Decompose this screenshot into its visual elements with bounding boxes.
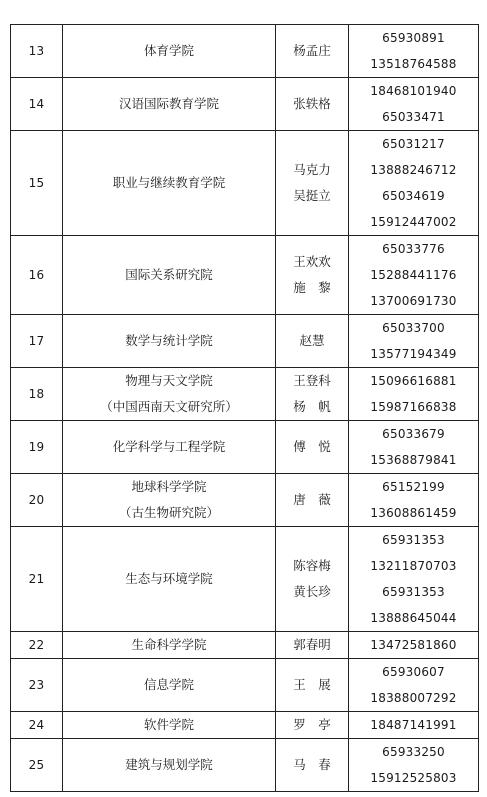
college-name: 体育学院: [143, 43, 194, 58]
row-number: 23: [28, 678, 45, 692]
college-name-cell: [63, 474, 276, 527]
phone-number: 15987166838: [370, 400, 457, 414]
table-row: [11, 474, 479, 527]
row-number-cell: [11, 527, 63, 632]
table-body: [11, 25, 479, 792]
contact-person: 张轶格: [293, 96, 331, 111]
contact-person: 杨 帆: [293, 399, 331, 414]
college-name-cell: [63, 527, 276, 632]
row-number: 16: [28, 268, 45, 282]
contact-table: [10, 24, 479, 792]
row-number: 20: [28, 493, 45, 507]
phone-number: 13518764588: [370, 57, 457, 71]
phone-number-cell: [349, 527, 479, 632]
row-number: 13: [28, 44, 45, 58]
row-number-cell: [11, 632, 63, 659]
contact-person: 王登科: [293, 373, 331, 388]
phone-number: 15096616881: [370, 374, 457, 388]
phone-number: 65033776: [382, 242, 445, 256]
college-name-cell: [63, 712, 276, 739]
college-name-cell: [63, 315, 276, 368]
phone-number: 13472581860: [370, 638, 457, 652]
phone-number: 13211870703: [370, 559, 457, 573]
phone-number: 65931353: [382, 533, 445, 547]
phone-number-cell: [349, 368, 479, 421]
contact-person-cell: [276, 421, 349, 474]
college-name: （古生物研究院）: [118, 505, 219, 520]
college-name: 数学与统计学院: [125, 333, 213, 348]
phone-number: 65033700: [382, 321, 445, 335]
contact-person: 王欢欢: [293, 254, 331, 269]
college-name: 化学科学与工程学院: [112, 439, 226, 454]
row-number: 24: [28, 718, 45, 732]
row-number: 21: [28, 572, 45, 586]
phone-number-cell: [349, 421, 479, 474]
row-number-cell: [11, 78, 63, 131]
contact-person-cell: [276, 739, 349, 792]
contact-person: 马克力: [293, 162, 331, 177]
contact-person: 施 黎: [293, 280, 331, 295]
phone-number-cell: [349, 78, 479, 131]
phone-number-cell: [349, 25, 479, 78]
row-number: 15: [28, 176, 45, 190]
contact-person-cell: [276, 315, 349, 368]
phone-number: 65152199: [382, 480, 445, 494]
phone-number-cell: [349, 474, 479, 527]
row-number-cell: [11, 131, 63, 236]
table-row: [11, 131, 479, 236]
row-number: 19: [28, 440, 45, 454]
contact-person-cell: [276, 368, 349, 421]
college-name: （中国西南天文研究所）: [100, 399, 238, 414]
phone-number: 13700691730: [370, 294, 457, 308]
contact-person: 郭春明: [293, 637, 331, 652]
row-number-cell: [11, 315, 63, 368]
contact-person: 赵慧: [299, 333, 325, 348]
row-number-cell: [11, 25, 63, 78]
contact-person: 马 春: [293, 757, 331, 772]
college-name: 建筑与规划学院: [125, 757, 213, 772]
contact-person-cell: [276, 527, 349, 632]
contact-person: 黄长珍: [293, 584, 331, 599]
table-row: [11, 527, 479, 632]
contact-person-cell: [276, 78, 349, 131]
phone-number: 18468101940: [370, 84, 457, 98]
phone-number: 65031217: [382, 137, 445, 151]
phone-number: 65033679: [382, 427, 445, 441]
phone-number: 18388007292: [370, 691, 457, 705]
row-number-cell: [11, 474, 63, 527]
college-name: 生命科学学院: [131, 637, 207, 652]
phone-number-cell: [349, 632, 479, 659]
table-row: [11, 78, 479, 131]
college-name-cell: [63, 632, 276, 659]
contact-person-cell: [276, 236, 349, 315]
table-row: [11, 632, 479, 659]
phone-number: 65034619: [382, 189, 445, 203]
phone-number: 65931353: [382, 585, 445, 599]
row-number-cell: [11, 712, 63, 739]
row-number-cell: [11, 659, 63, 712]
table-row: [11, 421, 479, 474]
table-row: [11, 368, 479, 421]
contact-person-cell: [276, 712, 349, 739]
table-row: [11, 25, 479, 78]
phone-number: 15288441176: [370, 268, 457, 282]
row-number-cell: [11, 739, 63, 792]
table-row: [11, 712, 479, 739]
phone-number: 65930607: [382, 665, 445, 679]
phone-number: 18487141991: [370, 718, 457, 732]
college-name-cell: [63, 739, 276, 792]
college-name-cell: [63, 368, 276, 421]
phone-number: 15912447002: [370, 215, 457, 229]
college-name: 信息学院: [143, 677, 194, 692]
contact-person: 傅 悦: [293, 439, 331, 454]
college-name-cell: [63, 25, 276, 78]
college-name: 生态与环境学院: [125, 571, 213, 586]
phone-number: 13608861459: [370, 506, 457, 520]
row-number: 18: [28, 387, 45, 401]
college-name: 汉语国际教育学院: [118, 96, 219, 111]
phone-number-cell: [349, 659, 479, 712]
row-number-cell: [11, 236, 63, 315]
phone-number: 13577194349: [370, 347, 457, 361]
phone-number: 15912525803: [370, 771, 457, 785]
phone-number: 13888246712: [370, 163, 457, 177]
college-name: 国际关系研究院: [125, 267, 213, 282]
phone-number-cell: [349, 712, 479, 739]
college-name: 地球科学学院: [131, 479, 207, 494]
contact-person-cell: [276, 659, 349, 712]
college-name: 物理与天文学院: [125, 373, 213, 388]
row-number: 25: [28, 758, 45, 772]
phone-number-cell: [349, 739, 479, 792]
contact-person: 唐 薇: [293, 492, 331, 507]
row-number-cell: [11, 421, 63, 474]
table-row: [11, 315, 479, 368]
phone-number-cell: [349, 236, 479, 315]
phone-number: 65930891: [382, 31, 445, 45]
college-name-cell: [63, 659, 276, 712]
college-name: 职业与继续教育学院: [112, 175, 226, 190]
phone-number-cell: [349, 131, 479, 236]
phone-number: 65933250: [382, 745, 445, 759]
row-number: 14: [28, 97, 45, 111]
row-number-cell: [11, 368, 63, 421]
phone-number: 65033471: [382, 110, 445, 124]
contact-person-cell: [276, 632, 349, 659]
college-name-cell: [63, 421, 276, 474]
college-name-cell: [63, 236, 276, 315]
college-name-cell: [63, 131, 276, 236]
contact-person: 陈容梅: [293, 558, 331, 573]
college-name-cell: [63, 78, 276, 131]
table-row: [11, 659, 479, 712]
table-row: [11, 236, 479, 315]
contact-person: 吴挺立: [293, 188, 331, 203]
table-row: [11, 739, 479, 792]
row-number: 22: [28, 638, 45, 652]
college-name: 软件学院: [143, 717, 194, 732]
phone-number: 13888645044: [370, 611, 457, 625]
phone-number-cell: [349, 315, 479, 368]
contact-person-cell: [276, 474, 349, 527]
row-number: 17: [28, 334, 45, 348]
contact-person: 杨孟庄: [293, 43, 331, 58]
contact-person-cell: [276, 25, 349, 78]
contact-person: 罗 亭: [293, 717, 331, 732]
phone-number: 15368879841: [370, 453, 457, 467]
contact-person: 王 展: [293, 677, 331, 692]
contact-person-cell: [276, 131, 349, 236]
